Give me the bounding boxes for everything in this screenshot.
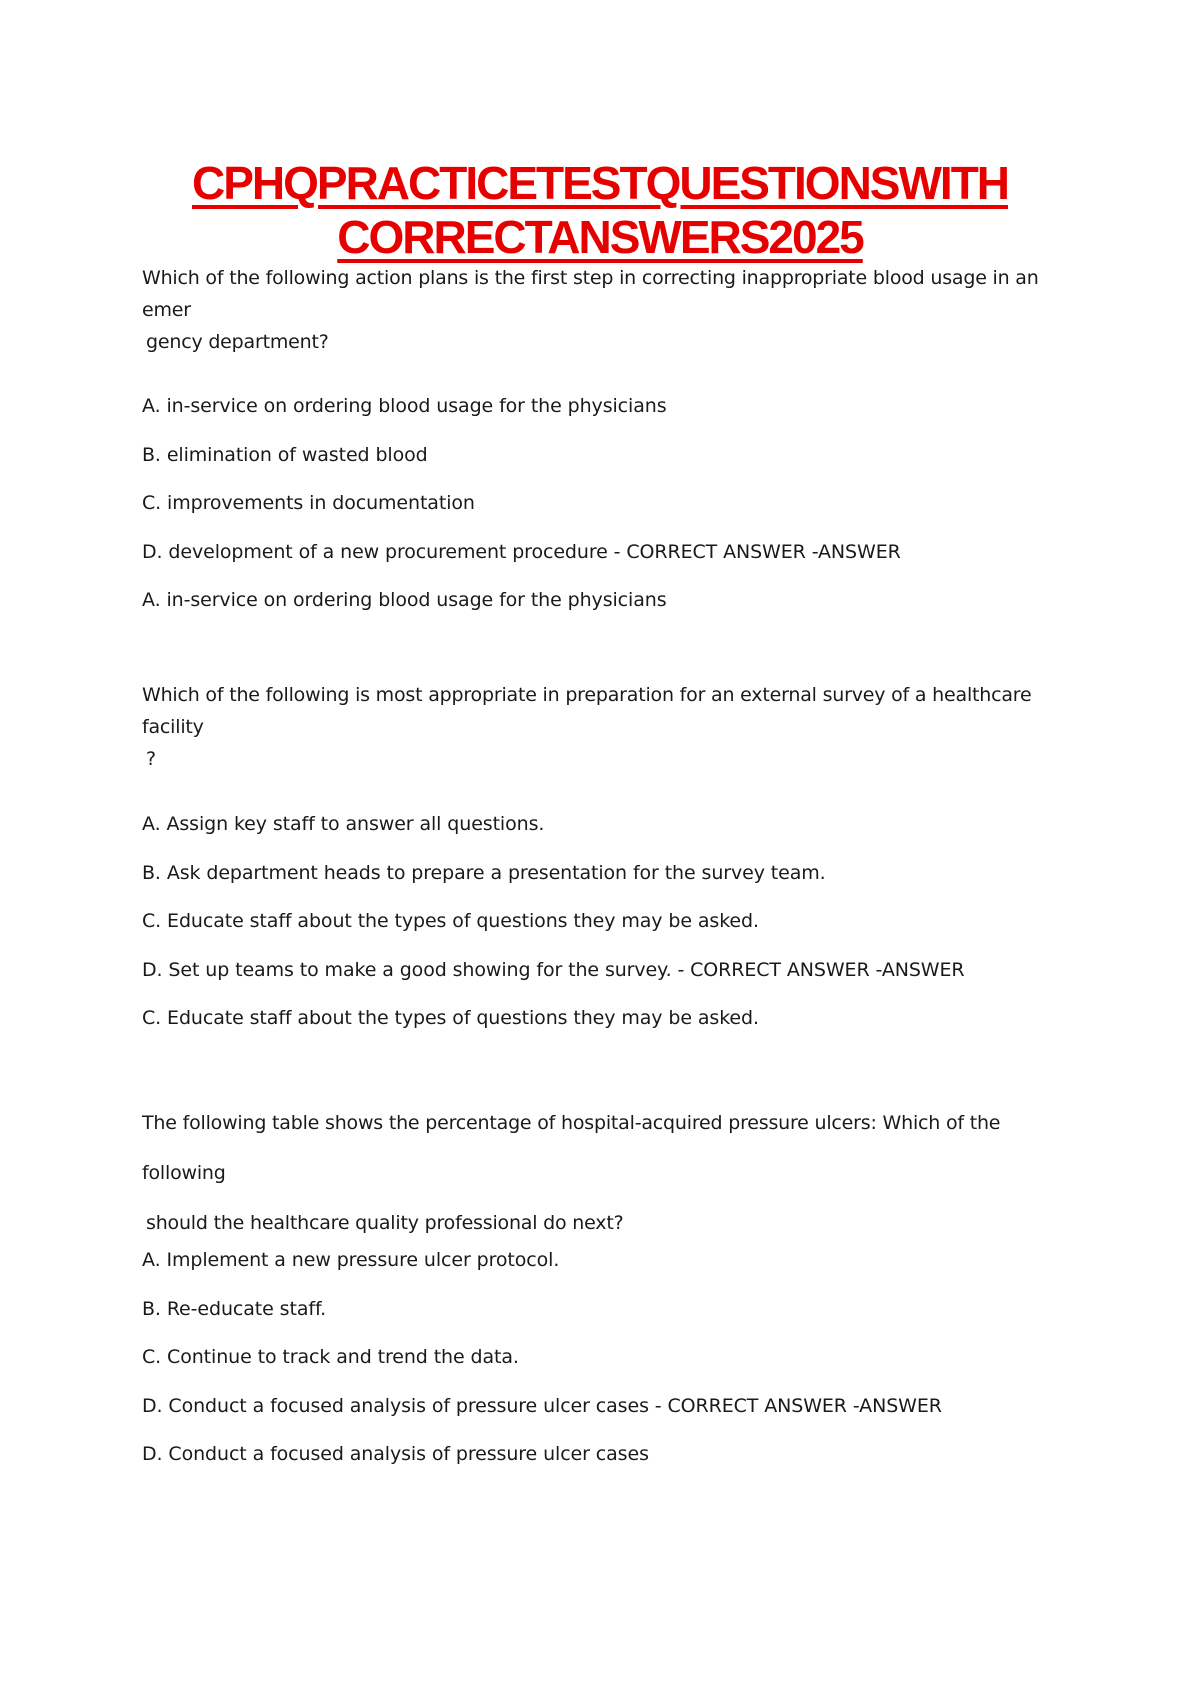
question-2-text-line-1: Which of the following is most appropriate in preparation for an external survey of a healthcare facility: [142, 684, 1032, 738]
option-item-answer: D. Set up teams to make a good showing for the survey. - CORRECT ANSWER -ANSWER: [142, 958, 965, 981]
option-item: C. Educate staff about the types of questions they may be asked.: [142, 910, 759, 932]
option-item: A. Implement a new pressure ulcer protocol.: [142, 1249, 560, 1271]
option-item: C. improvements in documentation: [142, 492, 475, 514]
question-2-text-line-2: ?: [146, 748, 156, 770]
option-item: B. Ask department heads to prepare a presentation for the survey team.: [142, 861, 826, 884]
option-item-correct: C. Educate staff about the types of questions they may be asked.: [142, 1007, 759, 1029]
question-1: [142, 262, 1082, 358]
question-2-options: [142, 800, 1082, 1043]
title-text-1: CPHQPRACTICETESTQUESTIONSWITH: [191, 157, 1009, 209]
document-title-line-1: [0, 157, 1200, 209]
option-item-correct: D. Conduct a focused analysis of pressure ulcer cases: [142, 1443, 649, 1465]
document-title-line-2: [0, 211, 1200, 263]
option-item: C. Continue to track and trend the data.: [142, 1346, 519, 1368]
option-item: B. Re-educate staff.: [142, 1297, 327, 1320]
question-3-options: [142, 1236, 1082, 1479]
option-item: B. elimination of wasted blood: [142, 443, 428, 466]
question-1-text-line-2: gency department?: [146, 331, 329, 353]
option-item: A. in-service on ordering blood usage for the physicians: [142, 395, 667, 417]
option-item: A. Assign key staff to answer all questions.: [142, 813, 545, 835]
question-3-text-line-1: The following table shows the percentage of hospital-acquired pressure ulcers: Which of the following: [142, 1112, 1001, 1184]
question-3: [142, 1098, 1082, 1248]
question-3-text-line-2: should the healthcare quality professional do next?: [146, 1212, 624, 1234]
option-item-correct: A. in-service on ordering blood usage for the physicians: [142, 589, 667, 611]
title-text-2: CORRECTANSWERS2025: [337, 211, 863, 263]
question-1-options: [142, 382, 1082, 625]
option-item-answer: D. development of a new procurement procedure - CORRECT ANSWER -ANSWER: [142, 540, 901, 563]
option-item-answer: D. Conduct a focused analysis of pressure ulcer cases - CORRECT ANSWER -ANSWER: [142, 1394, 942, 1417]
question-2: [142, 679, 1082, 775]
question-1-text-line-1: Which of the following action plans is the first step in correcting inappropriate blood usage in an emer: [142, 267, 1039, 321]
